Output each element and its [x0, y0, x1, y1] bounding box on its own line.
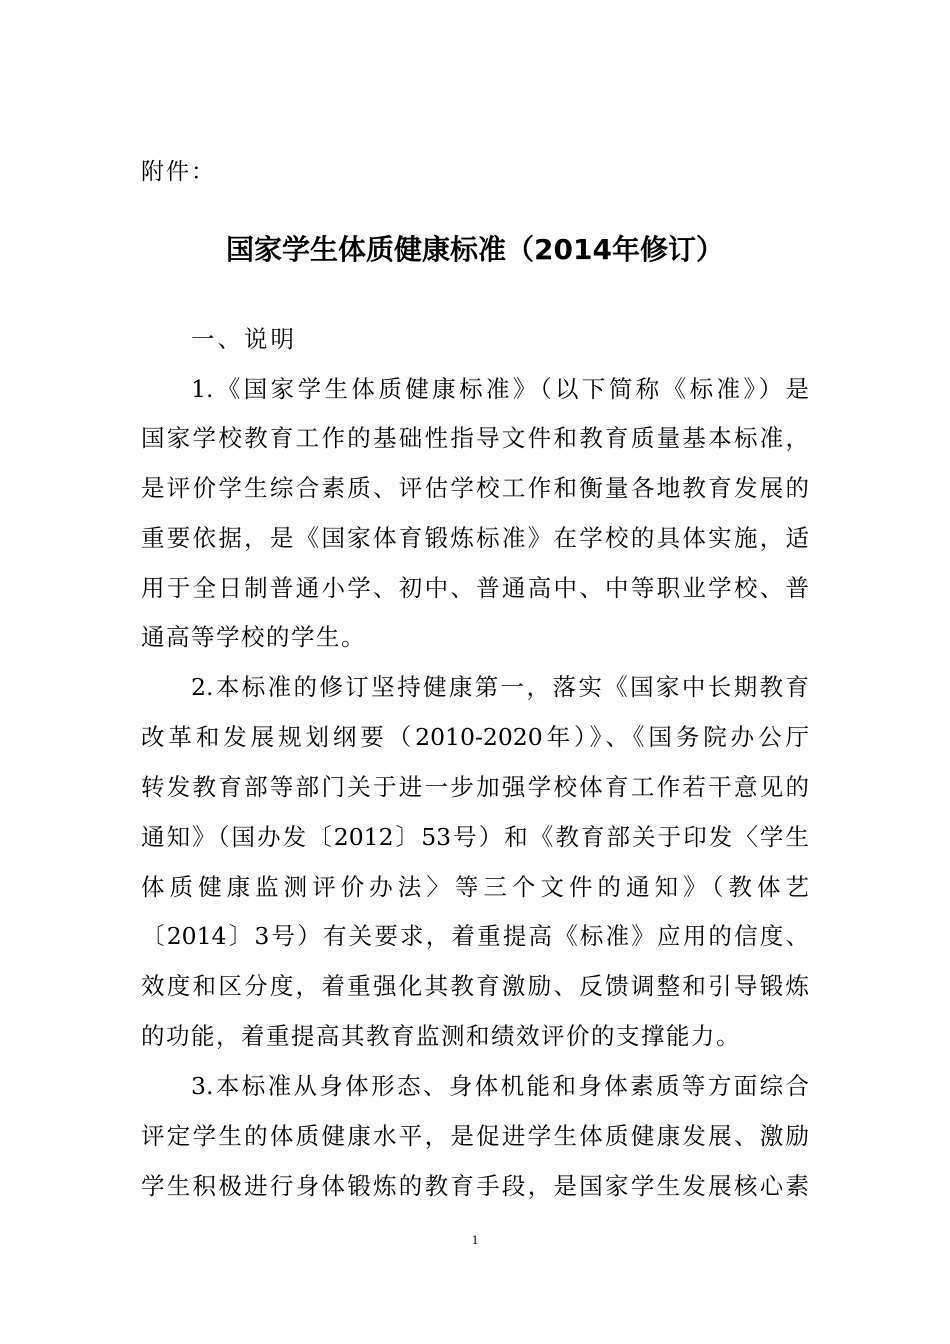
page-number: 1: [471, 1232, 479, 1247]
paragraph-2-line-8: 的功能，着重提高其教育监测和绩效评价的支撑能力。: [141, 1022, 741, 1050]
paragraph-1-line-5: 用于全日制普通小学、初中、普通高中、中等职业学校、普: [141, 574, 809, 602]
paragraph-1-line-2: 国家学校教育工作的基础性指导文件和教育质量基本标准，: [141, 424, 809, 452]
document-title: 国家学生体质健康标准（2014年修订）: [226, 233, 724, 266]
paragraph-1-line-6: 通高等学校的学生。: [141, 623, 366, 651]
paragraph-1-line-1: 1.《国家学生体质健康标准》（以下简称《标准》）是: [191, 375, 809, 403]
paragraph-2-line-2: 改革和发展规划纲要（2010-2020年）》、《国务院办公厅: [141, 723, 809, 751]
paragraph-2-line-4: 通知》（国办发〔2012〕53号）和《教育部关于印发〈学生: [141, 823, 809, 851]
paragraph-1-line-4: 重要依据，是《国家体育锻炼标准》在学校的具体实施，适: [141, 524, 809, 552]
paragraph-2-line-5: 体质健康监测评价办法〉等三个文件的通知》（教体艺: [141, 873, 809, 901]
section-heading: 一、说明: [191, 325, 297, 353]
paragraph-3-line-3: 学生积极进行身体锻炼的教育手段，是国家学生发展核心素: [141, 1172, 809, 1200]
paragraph-2-line-3: 转发教育部等部门关于进一步加强学校体育工作若干意见的: [141, 773, 809, 801]
paragraph-3-line-2: 评定学生的体质健康水平，是促进学生体质健康发展、激励: [141, 1122, 809, 1150]
paragraph-2-line-1: 2.本标准的修订坚持健康第一，落实《国家中长期教育: [191, 673, 809, 701]
paragraph-1-line-3: 是评价学生综合素质、评估学校工作和衡量各地教育发展的: [141, 474, 809, 502]
paragraph-2-line-6: 〔2014〕3号）有关要求，着重提高《标准》应用的信度、: [141, 922, 809, 950]
paragraph-3-line-1: 3.本标准从身体形态、身体机能和身体素质等方面综合: [191, 1072, 809, 1100]
paragraph-2-line-7: 效度和区分度，着重强化其教育激励、反馈调整和引导锻炼: [141, 972, 809, 1000]
attachment-label: 附件：: [141, 159, 216, 185]
